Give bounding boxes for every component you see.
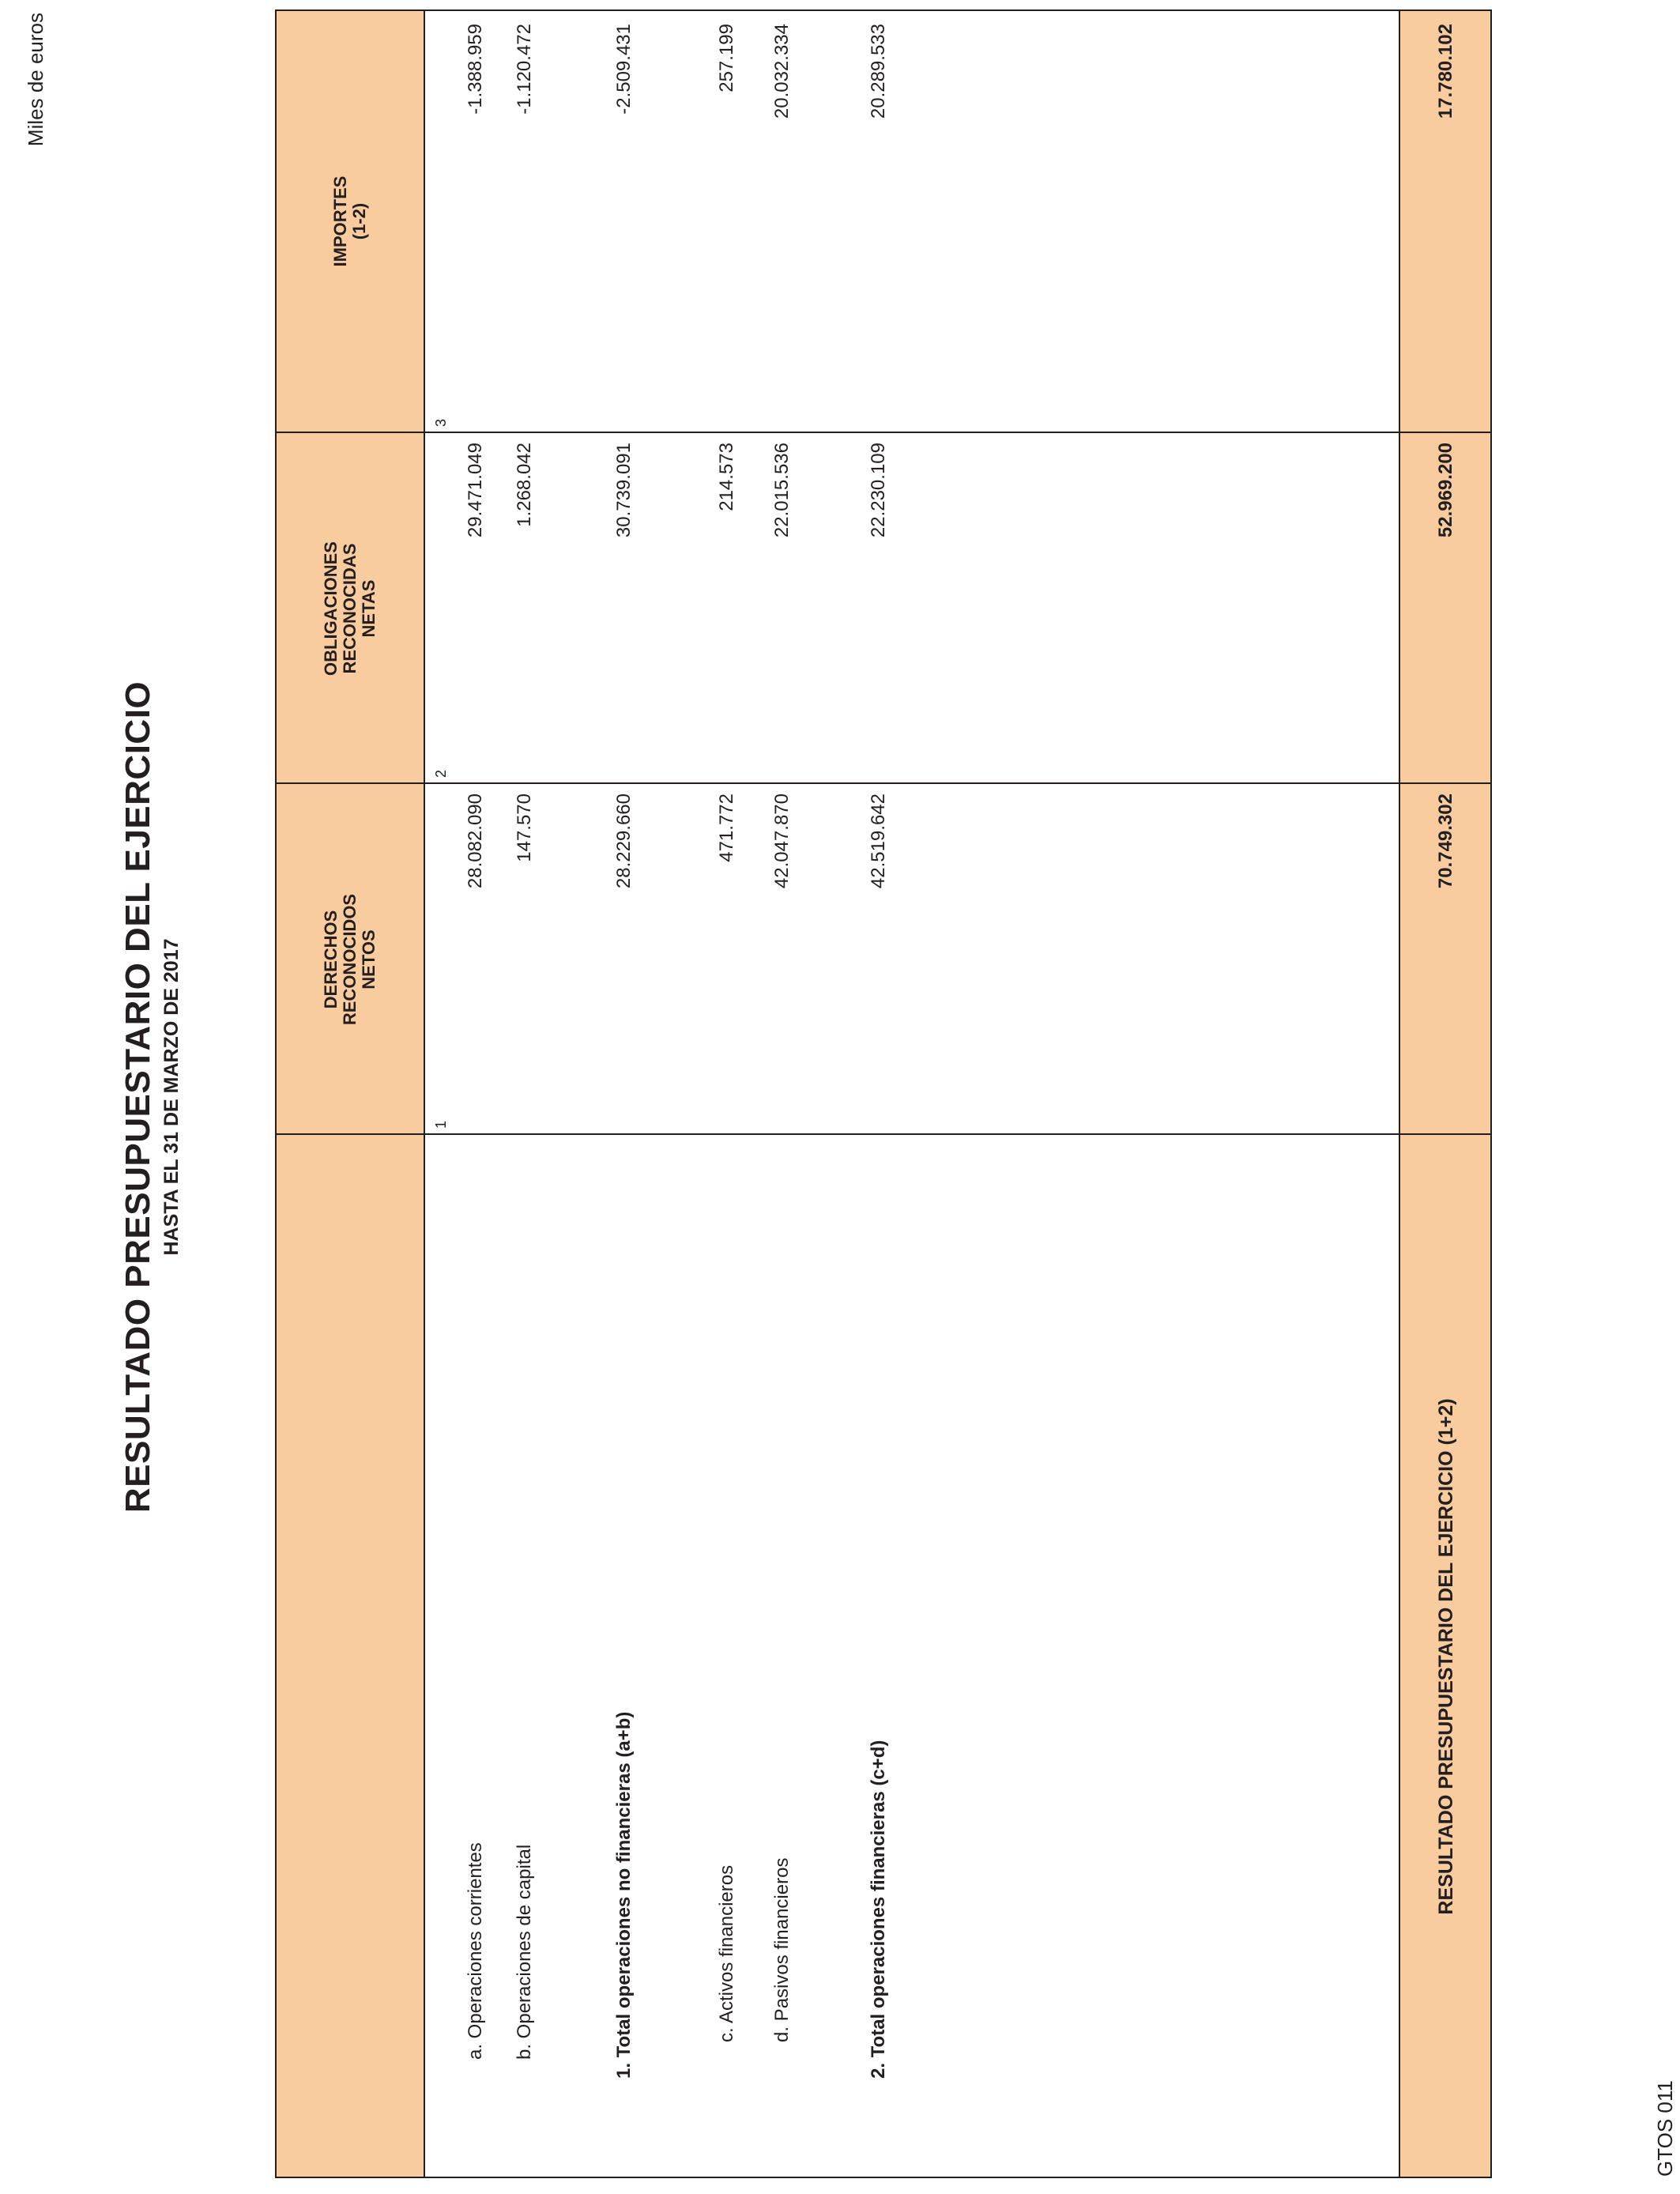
table-cell: 29.471.049 bbox=[465, 443, 486, 538]
row-label-total: 2. Total operaciones financieras (c+d) bbox=[868, 1740, 889, 2079]
column-header-obligaciones: OBLIGACIONES RECONOCIDAS NETAS bbox=[321, 541, 379, 676]
table-cell: -1.388.959 bbox=[465, 24, 486, 115]
column-number: 2 bbox=[433, 769, 449, 778]
table-cell: 28.082.090 bbox=[465, 794, 486, 889]
table-cell: -2.509.431 bbox=[613, 24, 635, 115]
table-cell: 471.772 bbox=[716, 794, 737, 862]
table-cell: 30.739.091 bbox=[613, 443, 635, 538]
table-cell: 214.573 bbox=[716, 443, 737, 511]
column-header-importes: IMPORTES (1-2) bbox=[330, 175, 369, 267]
table-cell: 147.570 bbox=[514, 794, 535, 862]
table-cell: 42.519.642 bbox=[868, 794, 889, 889]
table-cell: -1.120.472 bbox=[514, 24, 535, 115]
table-cell: 42.047.870 bbox=[771, 794, 793, 889]
grand-total-cell: 70.749.302 bbox=[1435, 794, 1456, 889]
unit-note: Miles de euros bbox=[24, 13, 47, 147]
page-subtitle: HASTA EL 31 DE MARZO DE 2017 bbox=[160, 938, 183, 1256]
column-number: 3 bbox=[433, 418, 449, 427]
grand-total-label: RESULTADO PRESUPUESTARIO DEL EJERCICIO (1+2) bbox=[1435, 1398, 1457, 1915]
row-label: b. Operaciones de capital bbox=[514, 1844, 535, 2060]
column-number: 1 bbox=[433, 1120, 449, 1129]
column-divider bbox=[275, 782, 1492, 784]
row-label: a. Operaciones corrientes bbox=[465, 1842, 486, 2060]
row-label: d. Pasivos financieros bbox=[771, 1857, 793, 2042]
column-divider bbox=[275, 1133, 1492, 1135]
table-cell: 1.268.042 bbox=[514, 443, 535, 527]
table-cell: 22.230.109 bbox=[868, 443, 889, 538]
table-cell: 20.032.334 bbox=[771, 24, 793, 119]
row-label-total: 1. Total operaciones no financieras (a+b) bbox=[613, 1711, 635, 2079]
table-cell: 20.289.533 bbox=[868, 24, 889, 119]
grand-total-cell: 17.780.102 bbox=[1435, 24, 1456, 119]
table-cell: 28.229.660 bbox=[613, 794, 635, 889]
budget-result-table bbox=[46, 9, 1508, 2178]
table-cell: 22.015.536 bbox=[771, 443, 793, 538]
column-header-derechos: DERECHOS RECONOCIDOS NETOS bbox=[321, 893, 379, 1026]
document-code: GTOS 011 bbox=[1653, 2080, 1677, 2177]
page-title: RESULTADO PRESUPUESTARIO DEL EJERCICIO bbox=[119, 680, 157, 1514]
column-divider bbox=[275, 432, 1492, 433]
table-cell: 257.199 bbox=[716, 24, 737, 92]
grand-total-cell: 52.969.200 bbox=[1435, 443, 1456, 538]
row-label: c. Activos financieros bbox=[716, 1864, 737, 2042]
